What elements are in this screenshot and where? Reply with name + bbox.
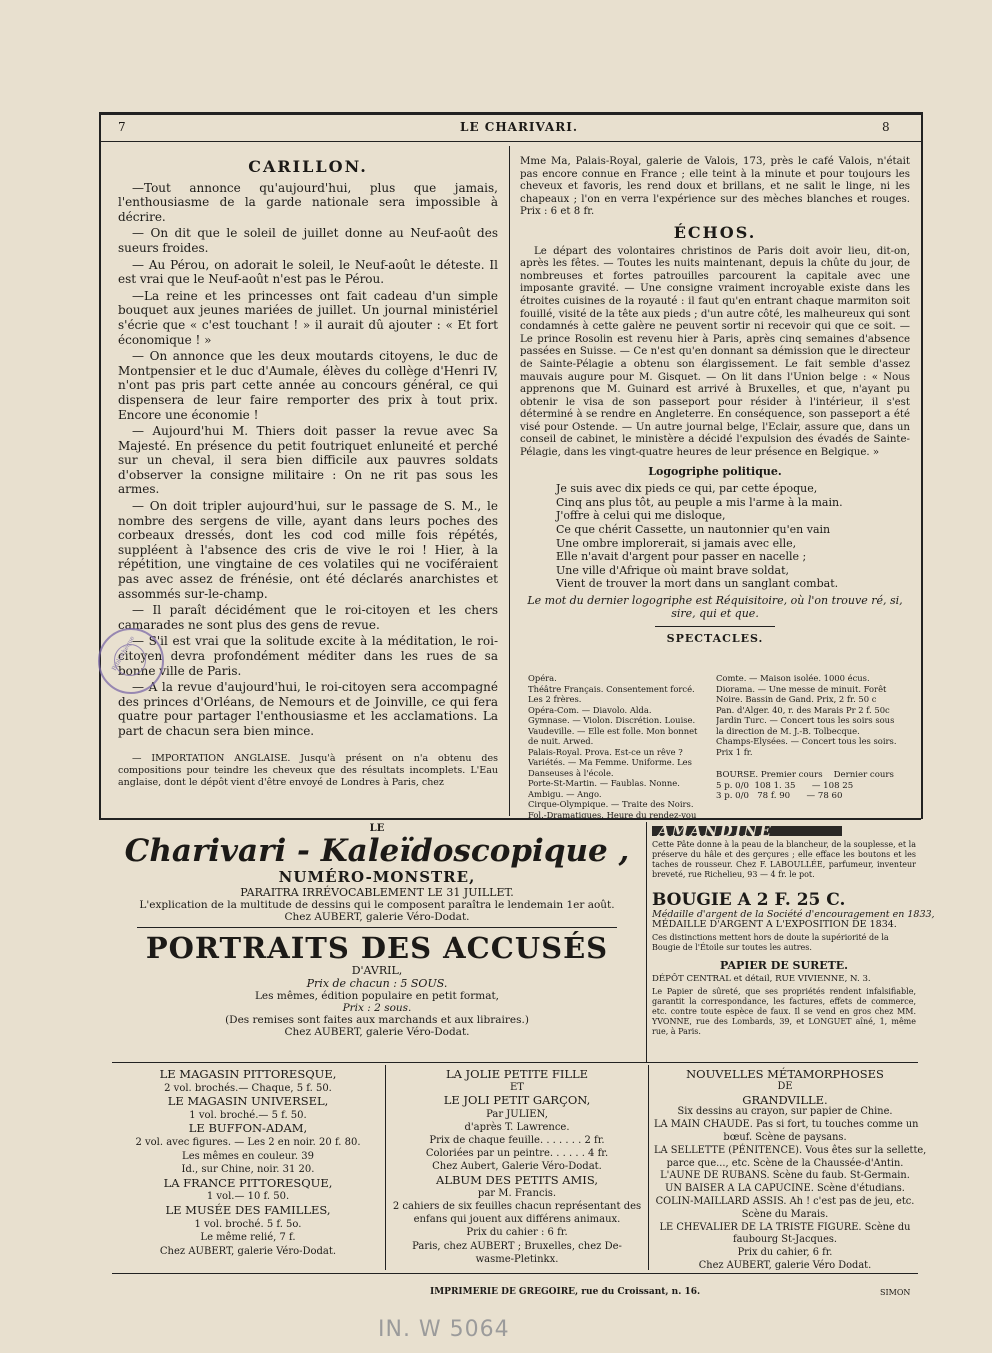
echos-title: ÉCHOS. <box>673 222 757 242</box>
box-line: par M. Francis. <box>477 1187 557 1199</box>
box-line: d'après T. Lawrence. <box>464 1121 570 1133</box>
carillon-title: CARILLON. <box>248 157 368 176</box>
box-line: NOUVELLES MÉTAMORPHOSES <box>686 1067 884 1081</box>
papier-title: PAPIER DE SURETE. <box>720 959 848 972</box>
spectacle-entry: Prix 1 fr. <box>716 746 753 757</box>
printer-name: SIMON <box>880 1288 911 1297</box>
page-number-right: 8 <box>882 120 890 134</box>
amandine-text: Cette Pâte donne à la peau de la blancheur, de la souplesse, et la préserve du hâle et des gerçures ; elle efface les boutons et les taches de rousseur. Chez F. LABOULLÉE, parfumeur, inventeur breveté, rue Richelieu, 93 — 4 fr. le pot. <box>652 840 916 879</box>
spectacle-entry: Diorama. — Une messe de minuit. Forêt <box>716 683 887 694</box>
spectacle-entry: la direction de M. J.-B. Tolbecque. <box>716 725 860 736</box>
box-line: LE MAGASIN PITTORESQUE, <box>159 1067 337 1081</box>
spectacle-entry: Vaudeville. — Elle est folle. Mon bonnet <box>528 725 698 736</box>
box-line: Id., sur Chine, noir. 31 20. <box>181 1164 315 1176</box>
masthead-title: LE CHARIVARI. <box>460 120 578 134</box>
carillon-paragraph: — S'il est vrai que la solitude excite à la méditation, le roi-citoyen devra profondément méditer dans les rues de sa bonne ville de Paris. <box>118 634 498 678</box>
spectacle-entry: Gymnase. — Violon. Discrétion. Louise. <box>528 715 696 725</box>
box-line: Par JULIEN, <box>486 1108 548 1120</box>
poem-line: Je suis avec dix pieds ce qui, par cette époque, <box>556 482 818 496</box>
bottom-boxes-end-rule <box>112 1273 918 1274</box>
page-number-left: 7 <box>118 120 126 134</box>
right-column <box>520 156 910 650</box>
box-line: Le même relié, 7 f. <box>200 1232 296 1244</box>
spectacle-entry: Danseuses à l'école. <box>528 767 614 778</box>
importation-anglaise: — IMPORTATION ANGLAISE. Jusqu'à présent on n'a obtenu des compositions pour teindre les cheveux que des résultats incomplets. L'Eau anglaise, dont le dépôt vient d'être envoyé de Londres à Paris, chez <box>118 752 498 788</box>
papier-text: Le Papier de sûreté, que ses propriétés rendent infalsifiable, garantit la correspondance, les factures, effets de commerce, etc. contre toute espèce de faux. Il se vend en gros chez MM. YVONNE, rue des Lombards, 39, et LONGUET aîné, 1, même rue, à Paris. <box>652 987 916 1036</box>
box-line: LE BUFFON-ADAM, <box>188 1121 308 1136</box>
carillon-paragraph: — A la revue d'aujourd'hui, le roi-citoyen sera accompagné des princes d'Orléans, de Nemours et de Joinville, ce qui fera quatre pour partager l'enthousiasme et les acclamations. La part de chacun sera bien mince. <box>118 680 498 738</box>
box-line: 1 vol. broché. 5 f. 5o. <box>194 1218 302 1230</box>
box-line: Six dessins au crayon, sur papier de Chine. <box>677 1106 893 1118</box>
bourse-line: 3 p. 0/0 78 f. 90 — 78 60 <box>716 791 843 801</box>
spectacle-entry: Cirque-Olympique. — Traite des Noirs. <box>528 799 694 809</box>
box-line: bœuf. Scène de paysans. <box>723 1131 847 1143</box>
ad-divider <box>646 822 647 1062</box>
box-line: Prix de chaque feuille. . . . . . . 2 fr. <box>429 1135 605 1147</box>
box-line: 1 vol. broché.— 5 f. 50. <box>189 1109 307 1121</box>
memes-edition: Les mêmes, édition populaire en petit format, <box>254 990 500 1002</box>
header-rule <box>99 141 921 142</box>
side-ads <box>652 822 935 1037</box>
numero-monstre: NUMÉRO-MONSTRE, <box>278 868 476 886</box>
spectacle-entry: Noire. Bassin de Gand. Prix, 2 fr. 50 c <box>716 694 877 704</box>
distinctions: Ces distinctions mettent hors de doute la supériorité de la Bougie de l'Étoile sur toutes les autres. <box>652 933 889 952</box>
spectacle-entry: Opéra-Com. — Diavolo. Alda. <box>528 704 652 715</box>
spectacle-entry: Variétés. — Ma Femme. Uniforme. Les <box>528 757 692 767</box>
spectacle-entry: Champs-Elysées. — Concert tous les soirs. <box>716 736 897 746</box>
mid-rule <box>99 818 921 820</box>
box-line: 2 cahiers de six feuilles chacun représentant des <box>392 1201 642 1213</box>
box-line: Chez AUBERT, galerie Véro-Dodat. <box>159 1245 337 1257</box>
remises: (Des remises sont faites aux marchands et aux libraires.) <box>225 1014 529 1026</box>
bougie-title: BOUGIE A 2 F. 25 C. <box>652 890 846 910</box>
column-divider <box>509 146 510 816</box>
bourse-line: BOURSE. Premier cours Dernier cours <box>716 770 894 780</box>
metamorphoses-box <box>654 1067 927 1273</box>
stamp-label: Bibliothèque <box>110 634 137 673</box>
logogriphe-poem <box>556 482 910 591</box>
box-line: LA FRANCE PITTORESQUE, <box>163 1175 333 1190</box>
box-line: parce que..., etc. Scène de la Chaussée-d'Antin. <box>666 1157 904 1169</box>
spectacle-entry: Les 2 frères. <box>528 694 582 704</box>
poem-line: Vient de trouver la mort dans un sanglant combat. <box>556 577 839 591</box>
ad-le: LE <box>369 823 385 834</box>
box-line: COLIN-MAILLARD ASSIS. Ah ! c'est pas de jeu, etc. <box>655 1195 915 1207</box>
portraits-title: PORTRAITS DES ACCUSÉS <box>145 931 609 965</box>
bottom-boxes-top-rule <box>112 1062 918 1063</box>
spectacle-entry: Jardin Turc. — Concert tous les soirs sous <box>716 715 895 725</box>
echos-text: Le départ des volontaires christinos de Paris doit avoir lieu, dit-on, après les fêtes. — Toutes les nuits maintenant, depuis la chûte du jour, de nombreuses et fortes patrouilles parcourent la capitale avec une imposante gravité. — Une consigne vraiment incroyable existe dans les étroites cuisines de la royauté : il faut qu'en entrant chaque marmiton soit fouillé, visité de la tête aux pieds ; d'un autre côté, les malheureux qui sont condamnés à cette galère ne peuvent sortir ni recevoir qui que ce soit. — Le prince Rosolin est revenu hier à Paris, après cinq semaines d'absence passées en Suisse. — Ce n'est qu'en donnant sa démission que le directeur de Sainte-Pélagie a obtenu son élargissement. Le fait semble d'assez mauvais augure pour M. Gisquet. — On lit dans l'Union belge : « Nous apprenons que M. Guinard est arrivé à Bruxelles, et que, n'ayant pu obtenir le visa de son passeport pour résider à l'intérieur, il s'est déterminé à se rendre en Angleterre. En conséquence, son passeport a été visé pour Ostende. — Un autre journal belge, l'Eclair, assure que, dans un conseil de cabinet, le ministère a décidé l'expulsion des évadés de Sainte-Pélagie, dans les vingt-quatre heures de leur présence en Belgique. » <box>520 245 910 459</box>
spectacle-entry: Opéra. <box>528 673 557 683</box>
poem-line: Elle n'avait d'argent pour passer en nacelle ; <box>556 550 807 564</box>
logogriphe-title: Logogriphe politique. <box>648 464 782 478</box>
carillon-paragraph: —La reine et les princesses ont fait cadeau d'un simple bouquet aux jeunes mariées de juillet. Un journal ministériel s'écrie que « c'est touchant ! » il aurait dû ajouter : « Et fort économique ! » <box>118 288 498 347</box>
charivari-ad <box>112 823 642 1038</box>
bourse-quotes <box>716 770 914 802</box>
spectacle-entry: Fol.-Dramatiques. Heure du rendez-vou <box>528 809 697 820</box>
spectacles-title: SPECTACLES. <box>666 632 764 646</box>
spectacle-entry: de nuit. Arwed. <box>528 736 594 746</box>
box-line: Scène du Marais. <box>741 1208 829 1220</box>
hair-dye-text: Mme Ma, Palais-Royal, galerie de Valois, 173, près le café Valois, n'était pas encore connue en France ; elle teint à la minute et pour toujours les cheveux et favoris, les rend doux et brillans, et ne salit le linge, ni les chapeaux ; l'on en verra l'expérience sur des mèches blanches et rouges. Prix : 6 et 8 fr. <box>520 156 910 218</box>
spectacle-entry: Théâtre Français. Consentement forcé. <box>528 683 695 694</box>
poem-line: J'offre à celui qui me disloque, <box>556 509 726 523</box>
box-line: Chez AUBERT, galerie Véro Dodat. <box>698 1259 872 1271</box>
box-line: LA SELLETTE (PÉNITENCE). Vous êtes sur la sellette, <box>654 1144 927 1156</box>
carillon-paragraph: — On dit que le soleil de juillet donne au Neuf-août des sueurs froides. <box>118 226 498 255</box>
carillon-paragraph: — Aujourd'hui M. Thiers doit passer la revue avec Sa Majesté. En présence du petit foutriquet enluneité et perché sur un cheval, il sera bien difficile aux pauvres soldats d'observer la consigne militaire : On ne rit pas sous les armes. <box>118 424 498 497</box>
spectacles-left <box>528 673 706 820</box>
box-line: Prix du cahier : 6 fr. <box>466 1227 568 1239</box>
carillon-paragraph: —Tout annonce qu'aujourd'hui, plus que jamais, l'enthousiasme de la garde nationale sera impossible à décrire. <box>118 180 498 224</box>
bottom-divider-2 <box>648 1065 649 1270</box>
box-line: LA MAIN CHAUDE. Pas si fort, tu touches comme un <box>654 1119 919 1131</box>
box-line: ET <box>510 1082 524 1094</box>
box-line: UN BAISER A LA CAPUCINE. Scène d'étudians. <box>665 1183 905 1195</box>
spectacles-right <box>716 673 914 757</box>
poem-line: Cinq ans plus tôt, au peuple a mis l'arme à la main. <box>556 495 843 509</box>
prix-chacun: Prix de chacun : 5 SOUS. <box>306 977 448 990</box>
paraitra: PARAITRA IRRÉVOCABLEMENT LE 31 JUILLET. <box>240 886 514 899</box>
poem-line: Ce que chérit Cassette, un nautonnier qu'en vain <box>556 523 831 537</box>
spectacle-entry: Comte. — Maison isolée. 1000 écus. <box>716 673 870 683</box>
box-line: Les mêmes en couleur. 39 <box>182 1150 314 1162</box>
amandine-banner: AMANDINE <box>652 826 842 836</box>
papier-depot: DÉPÔT CENTRAL et détail, RUE VIVIENNE, N. 3. <box>652 974 871 984</box>
top-rule <box>99 112 921 115</box>
box-line: LE CHEVALIER DE LA TRISTE FIGURE. Scène du <box>659 1221 911 1233</box>
medaille-1: Médaille d'argent de la Société d'encouragement en 1833, <box>652 909 935 920</box>
box-line: wasme-Pletinkx. <box>475 1253 559 1265</box>
spectacle-entry: Pan. d'Alger. 40, r. des Marais Pr 2 f. 50c <box>716 704 890 715</box>
magasin-box <box>116 1068 380 1258</box>
logogriphe-answer: Le mot du dernier logogriphe est Réquisitoire, où l'on trouve ré, si, sire, qui et que. <box>527 594 903 620</box>
box-line: DE <box>777 1080 793 1092</box>
box-line: 2 vol. brochés.— Chaque, 5 f. 50. <box>164 1082 332 1094</box>
box-line: LE MUSÉE DES FAMILLES, <box>165 1202 331 1217</box>
box-line: Coloriées par un peintre. . . . . . 4 fr. <box>425 1148 609 1160</box>
spectacles-rule <box>655 626 775 627</box>
spectacle-entry: Palais-Royal. Prova. Est-ce un rêve ? <box>528 746 683 757</box>
davril: D'AVRIL, <box>351 964 403 977</box>
carillon-paragraph: — On annonce que les deux moutards citoyens, le duc de Montpensier et le duc d'Aumale, élèves du collège d'Henri IV, n'ont pas pris part cette année au concours général, ce qui dispensera de leur faire remporter des prix à tout prix. Encore une économie ! <box>118 349 498 422</box>
kaleidoscope-title: Charivari - Kaleïdoscopique , <box>124 833 630 869</box>
box-line: Paris, chez AUBERT ; Bruxelles, chez De- <box>412 1240 622 1252</box>
carillon-paragraph: — On doit tripler aujourd'hui, sur le passage de S. M., le nombre des sergens de ville, ayant dans leurs poches des corbeaux dressés, dont les cod cod mille fois répétés, suppléent à l'absence des cris de vive le roi ! Hier, à la répétition, une vingtaine de ces volatiles qui ne vociféraient pas avec assez de frénésie, ont été déclarés anarchistes et assommés sur-le-champ. <box>118 499 498 601</box>
jolie-petite-fille-box <box>390 1068 644 1266</box>
box-line: Chez Aubert, Galerie Véro-Dodat. <box>432 1161 602 1173</box>
explication: L'explication de la multitude de dessins qui le composent paraîtra le lendemain 1er août. <box>139 899 615 911</box>
box-line: LE JOLI PETIT GARÇON, <box>443 1093 591 1108</box>
chez-aubert-2: Chez AUBERT, galerie Véro-Dodat. <box>284 1026 470 1038</box>
carillon-paragraph: — Au Pérou, on adorait le soleil, le Neuf-août le déteste. Il est vrai que le Neuf-août n'est pas le Pérou. <box>118 257 498 287</box>
chez-aubert-1: Chez AUBERT, galerie Véro-Dodat. <box>284 911 470 923</box>
box-line: ALBUM DES PETITS AMIS, <box>436 1172 598 1187</box>
handwritten-shelfmark: IN. W 5064 <box>378 1317 510 1342</box>
bourse-line: 5 p. 0/0 108 1. 35 — 108 25 <box>716 780 854 791</box>
spectacle-entry: Porte-St-Martin. — Faublas. Nonne. <box>528 778 680 788</box>
box-line: faubourg St-Jacques. <box>732 1234 838 1246</box>
carillon-paragraph: — Il paraît décidément que le roi-citoyen et les chers camarades ne sont plus des gens de revue. <box>118 603 498 632</box>
library-stamp <box>98 628 164 694</box>
bottom-divider-1 <box>385 1065 386 1270</box>
spectacle-entry: Ambigu. — Ango. <box>528 788 602 799</box>
box-line: Prix du cahier, 6 fr. <box>737 1247 833 1259</box>
box-line: L'AUNE DE RUBANS. Scène du faub. St-Germain. <box>660 1170 910 1182</box>
ad-rule <box>137 927 617 928</box>
masthead <box>110 118 910 140</box>
poem-line: Une ombre implorerait, si jamais avec elle, <box>556 536 797 550</box>
imprimerie-line: IMPRIMERIE DE GREGOIRE, rue du Croissant, n. 16. <box>430 1287 701 1297</box>
box-line: 1 vol.— 10 f. 50. <box>206 1191 290 1203</box>
poem-line: Une ville d'Afrique où maint brave soldat, <box>556 563 790 577</box>
prix-2-sous: Prix : 2 sous. <box>342 1002 412 1014</box>
box-line: LE MAGASIN UNIVERSEL, <box>167 1094 329 1109</box>
box-line: enfans qui jouent aux différens animaux. <box>413 1214 621 1226</box>
medaille-2: MÉDAILLE D'ARGENT A L'EXPOSITION DE 1834. <box>652 919 897 930</box>
box-line: GRANDVILLE. <box>742 1092 828 1107</box>
left-column <box>118 156 498 791</box>
box-line: 2 vol. avec figures. — Les 2 en noir. 20 f. 80. <box>135 1136 361 1148</box>
box-line: LA JOLIE PETITE FILLE <box>445 1067 589 1081</box>
